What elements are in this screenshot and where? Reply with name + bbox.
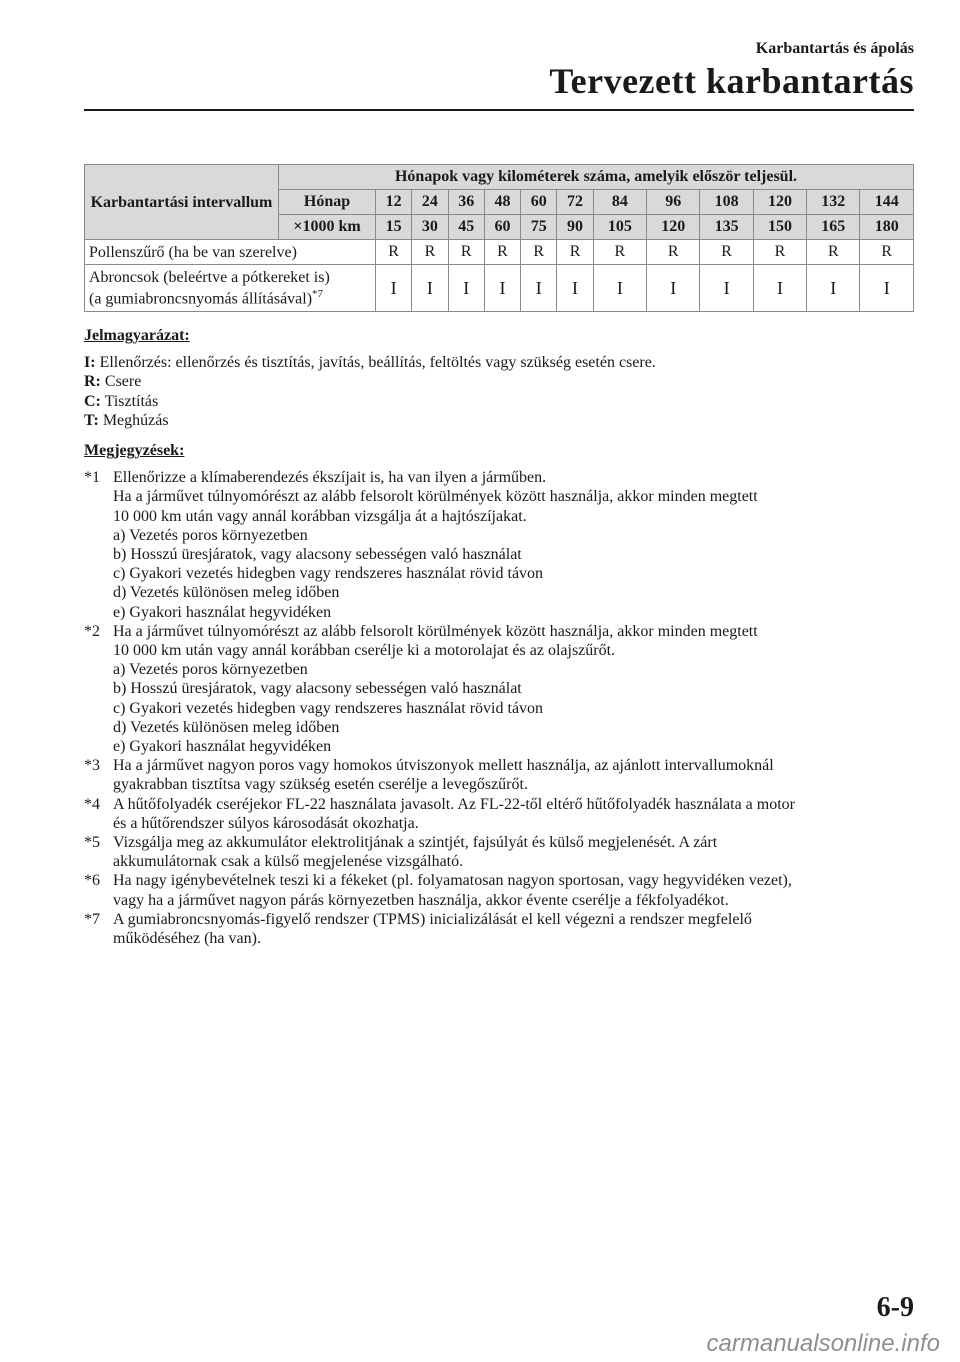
month-cell: 24 [412, 190, 448, 215]
value-cell: I [647, 265, 700, 312]
legend-key: I: [84, 354, 96, 372]
km-cell: 105 [593, 215, 646, 240]
value-cell: I [521, 265, 557, 312]
value-cell: R [860, 240, 914, 265]
value-cell: I [484, 265, 520, 312]
km-cell: 75 [521, 215, 557, 240]
note-line: 10 000 km után vagy annál korábban cserélje ki a motorolajat és az olajszűrőt. [113, 642, 616, 660]
legend-text: Meghúzás [98, 411, 169, 429]
note-item [84, 910, 914, 948]
value-cell: R [753, 240, 806, 265]
legend-text: Tisztítás [100, 392, 159, 410]
table-header-row [85, 165, 914, 190]
month-cell: 96 [647, 190, 700, 215]
value-cell: I [557, 265, 593, 312]
legend-item [84, 353, 914, 372]
month-cell: 120 [753, 190, 806, 215]
page-number: 6-9 [876, 1292, 914, 1323]
value-cell: R [807, 240, 860, 265]
note-line: Ellenőrizze a klímaberendezés ékszíjait is, ha van ilyen a járműben. [113, 469, 547, 487]
km-cell: 15 [376, 215, 412, 240]
km-cell: 120 [647, 215, 700, 240]
legend-key: T: [84, 411, 99, 429]
note-line: a) Vezetés poros környezetben [113, 661, 308, 679]
note-number: *5 [84, 834, 100, 852]
value-cell: I [593, 265, 646, 312]
legend-heading: Jelmagyarázat: [84, 327, 190, 344]
month-cell: 72 [557, 190, 593, 215]
km-cell: 60 [484, 215, 520, 240]
value-cell: I [376, 265, 412, 312]
interval-header-cell: Karbantartási intervallum [85, 165, 279, 240]
note-line: Ha a járművet túlnyomórészt az alább felsorolt körülmények között használja, akkor minden megtett [113, 488, 758, 506]
note-body [113, 795, 914, 833]
value-cell: R [593, 240, 646, 265]
month-cell: 84 [593, 190, 646, 215]
value-cell: I [860, 265, 914, 312]
note-line: Ha a járművet túlnyomórészt az alább felsorolt körülmények között használja, akkor minden megtett [113, 622, 758, 640]
month-cell: 144 [860, 190, 914, 215]
row-label-line: (a gumiabroncsnyomás állításával) [89, 290, 313, 308]
month-cell: 132 [807, 190, 860, 215]
note-body [113, 910, 914, 948]
km-label-cell: ×1000 km [279, 215, 376, 240]
footnote-marker: *7 [312, 287, 324, 300]
page-title: Tervezett karbantartás [549, 61, 914, 101]
legend-item [84, 372, 914, 391]
note-body [113, 622, 914, 756]
month-cell: 108 [700, 190, 753, 215]
note-line: b) Hosszú üresjáratok, vagy alacsony sebességen való használat [113, 546, 522, 564]
note-line: gyakrabban tisztítsa vagy szükség esetén cserélje a levegőszűrőt. [113, 776, 528, 794]
note-line: c) Gyakori vezetés hidegben vagy rendszeres használat rövid távon [113, 565, 544, 583]
note-item [84, 795, 914, 833]
row-label-line: Abroncsok (beleértve a pótkereket is) [89, 268, 330, 286]
months-label-cell: Hónap [279, 190, 376, 215]
value-cell: R [448, 240, 484, 265]
note-number: *6 [84, 872, 100, 890]
km-cell: 150 [753, 215, 806, 240]
value-cell: R [647, 240, 700, 265]
content-area [84, 326, 914, 948]
note-line: d) Vezetés különösen meleg időben [113, 584, 340, 602]
note-body [113, 468, 914, 622]
note-item [84, 871, 914, 909]
value-cell: R [557, 240, 593, 265]
note-line: Ha nagy igénybevételnek teszi ki a fékeket (pl. folyamatosan nagyon sportosan, vagy hegyvidéken vezet), [113, 872, 792, 890]
note-item [84, 468, 914, 622]
legend-key: C: [84, 392, 101, 410]
month-cell: 36 [448, 190, 484, 215]
note-item [84, 756, 914, 794]
note-number: *1 [84, 469, 100, 487]
maintenance-table [84, 164, 914, 312]
notes-heading: Megjegyzések: [84, 442, 185, 460]
note-body [113, 833, 914, 871]
note-line: A gumiabroncsnyomás-figyelő rendszer (TPMS) inicializálását el kell végezni a rendszer megfelelő [113, 910, 752, 928]
legend-text: Csere [100, 373, 142, 391]
legend-key: R: [84, 373, 101, 391]
note-line: e) Gyakori használat hegyvidéken [113, 603, 332, 621]
value-cell: R [376, 240, 412, 265]
note-number: *4 [84, 795, 100, 813]
title-divider [84, 109, 914, 111]
km-cell: 180 [860, 215, 914, 240]
row-label: Pollenszűrő (ha be van szerelve) [85, 240, 376, 265]
month-cell: 60 [521, 190, 557, 215]
value-cell: I [700, 265, 753, 312]
note-line: b) Hosszú üresjáratok, vagy alacsony sebességen való használat [113, 680, 522, 698]
section-label: Karbantartás és ápolás [755, 40, 914, 57]
value-cell: R [521, 240, 557, 265]
note-body [113, 756, 914, 794]
note-line: akkumulátornak csak a külső megjelenése vizsgálható. [113, 853, 464, 871]
note-item [84, 622, 914, 756]
note-line: működéséhez (ha van). [113, 930, 261, 948]
row-label [85, 265, 376, 312]
km-cell: 165 [807, 215, 860, 240]
note-item [84, 833, 914, 871]
notes-list [84, 468, 914, 948]
note-line: Vizsgálja meg az akkumulátor elektrolitjának a szintjét, fajsúlyát és külső megjelenését. A zárt [113, 834, 718, 852]
value-cell: I [448, 265, 484, 312]
km-cell: 45 [448, 215, 484, 240]
km-cell: 135 [700, 215, 753, 240]
legend-list [84, 353, 914, 430]
value-cell: I [412, 265, 448, 312]
legend-text: Ellenőrzés: ellenőrzés és tisztítás, javítás, beállítás, feltöltés vagy szükség esetén csere. [95, 354, 656, 372]
note-number: *7 [84, 910, 100, 928]
month-cell: 48 [484, 190, 520, 215]
value-cell: I [753, 265, 806, 312]
note-line: c) Gyakori vezetés hidegben vagy rendszeres használat rövid távon [113, 699, 544, 717]
value-cell: I [807, 265, 860, 312]
note-body [113, 871, 914, 909]
legend-item [84, 411, 914, 430]
note-number: *3 [84, 757, 100, 775]
value-cell: R [484, 240, 520, 265]
km-cell: 90 [557, 215, 593, 240]
note-number: *2 [84, 622, 100, 640]
note-line: a) Vezetés poros környezetben [113, 526, 308, 544]
table-row-pollen-filter [85, 240, 914, 265]
note-line: 10 000 km után vagy annál korábban vizsgálja át a hajtószíjakat. [113, 507, 527, 525]
span-header-cell: Hónapok vagy kilométerek száma, amelyik először teljesül. [279, 165, 914, 190]
note-line: e) Gyakori használat hegyvidéken [113, 738, 332, 756]
value-cell: R [412, 240, 448, 265]
note-line: és a hűtőrendszer súlyos károsodását okozhatja. [113, 814, 419, 832]
value-cell: R [700, 240, 753, 265]
note-line: A hűtőfolyadék cseréjekor FL-22 használata javasolt. Az FL-22-től eltérő hűtőfolyadék használata a motor [113, 795, 795, 813]
table-row-tires [85, 265, 914, 312]
watermark: carmanualsonline.info [706, 1330, 940, 1357]
legend-item [84, 392, 914, 411]
note-line: Ha a járművet nagyon poros vagy homokos útviszonyok mellett használja, az ajánlott intervallumoknál [113, 757, 774, 775]
note-line: d) Vezetés különösen meleg időben [113, 718, 340, 736]
km-cell: 30 [412, 215, 448, 240]
month-cell: 12 [376, 190, 412, 215]
note-line: vagy ha a járművet nagyon párás környezetben használja, akkor évente cserélje a fékfolyadékot. [113, 891, 729, 909]
